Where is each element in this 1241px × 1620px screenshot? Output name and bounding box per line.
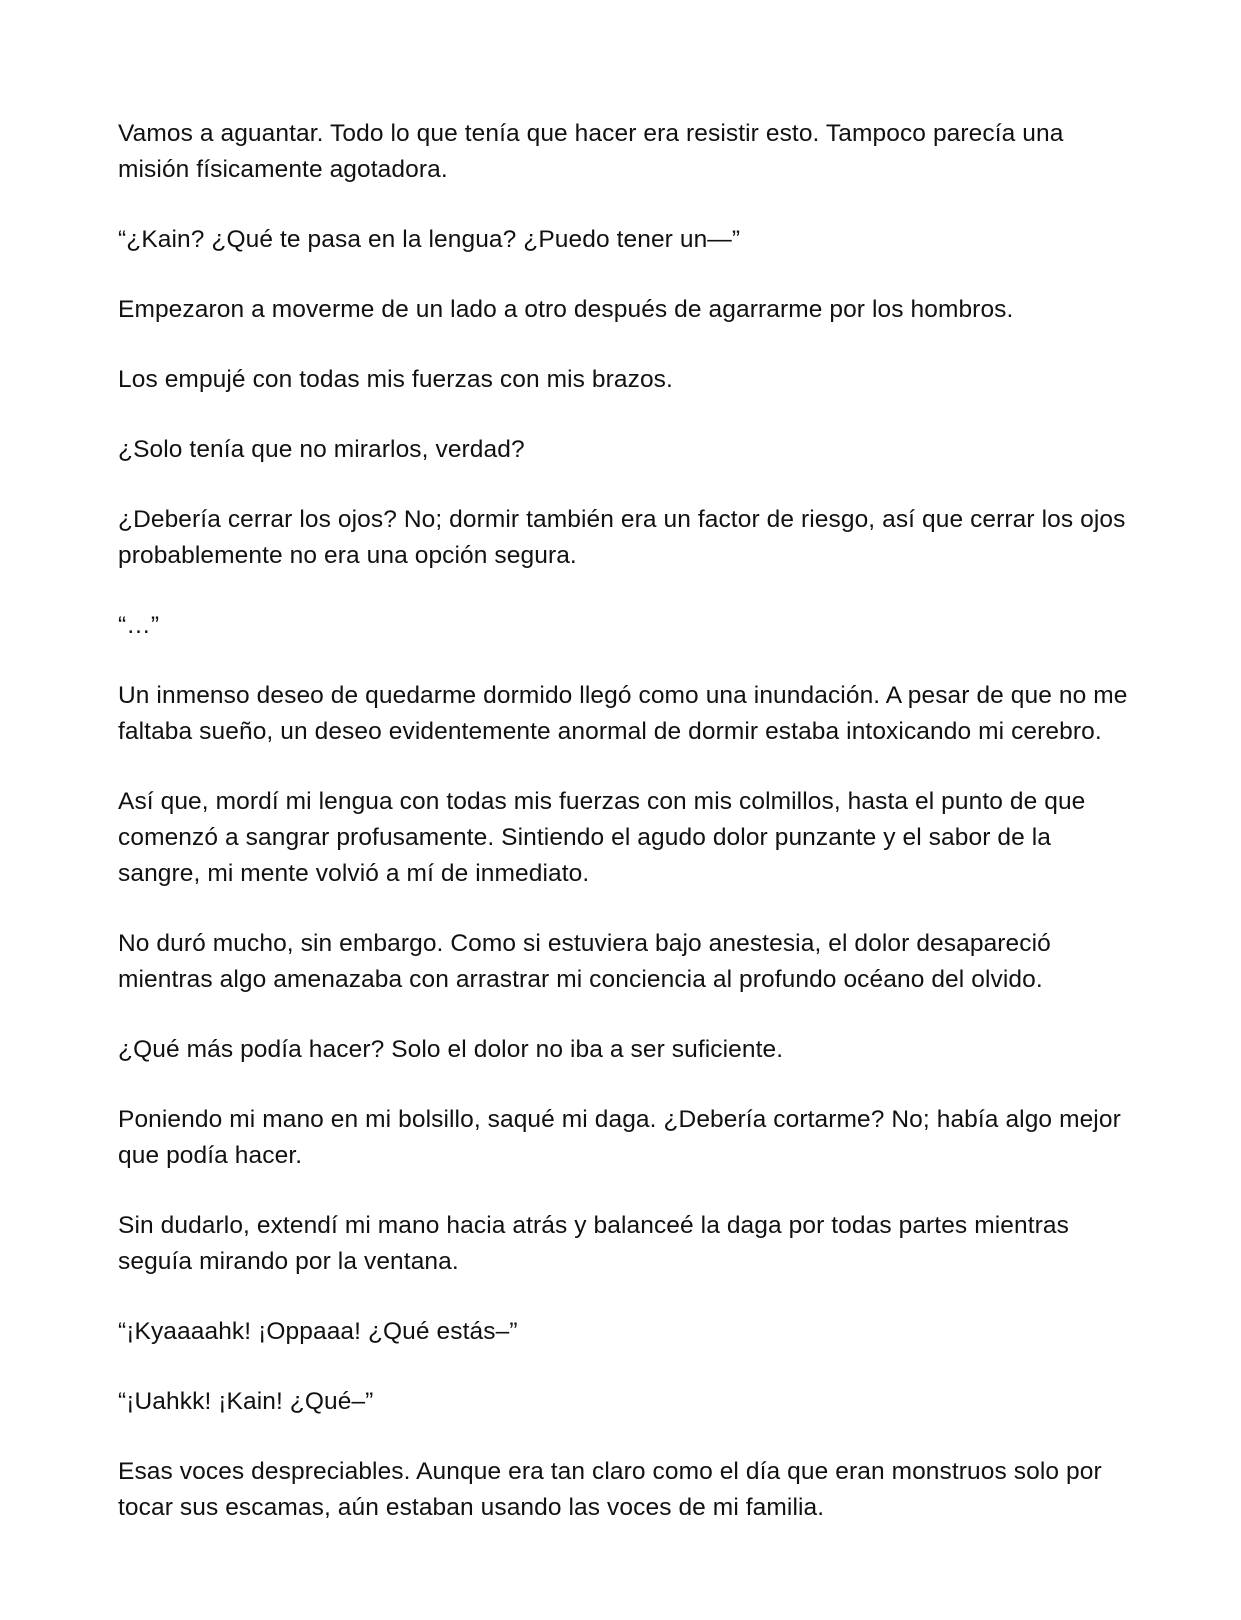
paragraph: “¡Kyaaaahk! ¡Oppaaa! ¿Qué estás–”	[118, 1318, 518, 1345]
paragraph: Poniendo mi mano en mi bolsillo, saqué mi daga. ¿Debería cortarme? No; había algo mejor que podía hacer.	[118, 1106, 1121, 1169]
paragraph: “¡Uahkk! ¡Kain! ¿Qué–”	[118, 1388, 374, 1415]
paragraph: Empezaron a moverme de un lado a otro después de agarrarme por los hombros.	[118, 296, 1014, 323]
paragraph: “¿Kain? ¿Qué te pasa en la lengua? ¿Puedo tener un—”	[118, 226, 741, 253]
document-body	[118, 116, 1128, 1560]
paragraph: ¿Debería cerrar los ojos? No; dormir también era un factor de riesgo, así que cerrar los ojos probablemente no era una opción segura.	[118, 506, 1126, 569]
paragraph: ¿Qué más podía hacer? Solo el dolor no iba a ser suficiente.	[118, 1036, 784, 1063]
paragraph: Así que, mordí mi lengua con todas mis fuerzas con mis colmillos, hasta el punto de que comenzó a sangrar profusamente. Sintiendo el agudo dolor punzante y el sabor de la sangre, mi mente volvió a mí de inmediato.	[118, 788, 1086, 887]
paragraph: “…”	[118, 612, 160, 639]
paragraph: Esas voces despreciables. Aunque era tan claro como el día que eran monstruos solo por tocar sus escamas, aún estaban usando las voces de mi familia.	[118, 1458, 1102, 1521]
paragraph: No duró mucho, sin embargo. Como si estuviera bajo anestesia, el dolor desapareció mientras algo amenazaba con arrastrar mi conciencia al profundo océano del olvido.	[118, 930, 1051, 993]
paragraph: Los empujé con todas mis fuerzas con mis brazos.	[118, 366, 673, 393]
paragraph: Vamos a aguantar. Todo lo que tenía que hacer era resistir esto. Tampoco parecía una misión físicamente agotadora.	[118, 120, 1064, 183]
paragraph: Sin dudarlo, extendí mi mano hacia atrás y balanceé la daga por todas partes mientras seguía mirando por la ventana.	[118, 1212, 1069, 1275]
paragraph: Un inmenso deseo de quedarme dormido llegó como una inundación. A pesar de que no me faltaba sueño, un deseo evidentemente anormal de dormir estaba intoxicando mi cerebro.	[118, 682, 1128, 745]
paragraph: ¿Solo tenía que no mirarlos, verdad?	[118, 436, 525, 463]
